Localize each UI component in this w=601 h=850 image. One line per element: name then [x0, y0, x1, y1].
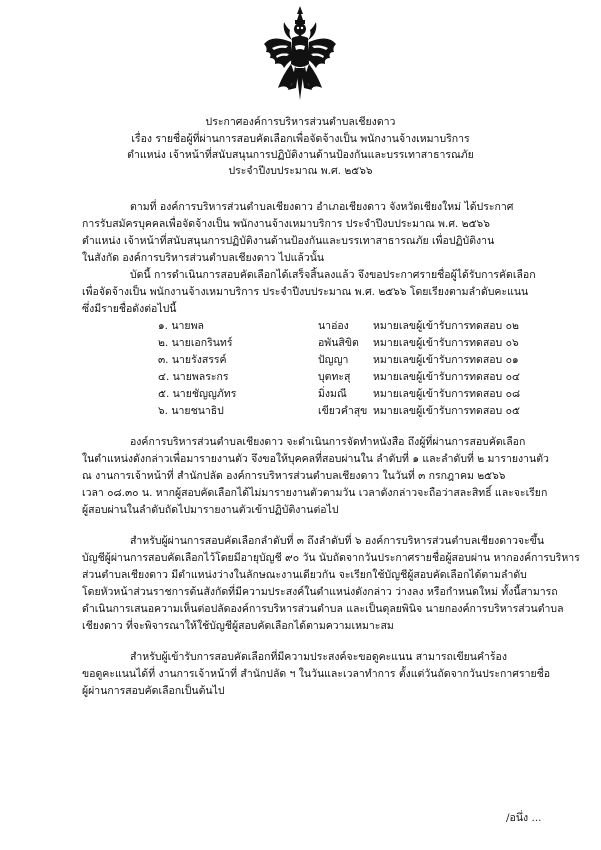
candidate-exam-number: หมายเลขผู้เข้ารับการทดสอบ ๐๕ — [373, 405, 520, 417]
candidate-surname: มิ่งมณี — [318, 388, 347, 400]
paragraph-5-line-3: ผู้ผ่านการสอบคัดเลือกเป็นต้นไป — [82, 685, 225, 697]
paragraph-5-line-2: ขอดูคะแนนได้ที่ งานการเจ้าหน้าที่ สำนักปลัด ฯ ในวันและเวลาทำการ ตั้งแต่วันถัดจากวันประกาศรายชื่อ — [82, 668, 551, 680]
candidate-exam-number: หมายเลขผู้เข้ารับการทดสอบ ๐๑ — [373, 354, 519, 366]
paragraph-4-line-6: เชียงดาว ที่จะพิจารณาให้ใช้บัญชีผู้สอบคัดเลือกได้ตามความเหมาะสม — [82, 620, 394, 632]
candidate-exam-number: หมายเลขผู้เข้ารับการทดสอบ ๐๒ — [373, 320, 519, 332]
paragraph-1-line-4: ในสังกัด องค์การบริหารส่วนตำบลเชียงดาว ไปแล้วนั้น — [82, 252, 325, 264]
candidate-surname: อพันสิขิต — [318, 337, 359, 349]
candidate-surname: เขียวคำสุข — [318, 405, 368, 417]
paragraph-5-line-1: สำหรับผู้เข้ารับการสอบคัดเลือกที่มีความประสงค์จะขอดูคะแนน สามารถเขียนคำร้อง — [130, 651, 507, 663]
announcement-title: ประกาศองค์การบริหารส่วนตำบลเชียงดาว — [205, 116, 396, 128]
candidate-row — [0, 338, 601, 354]
paragraph-2-line-3: ซึ่งมีรายชื่อดังต่อไปนี้ — [82, 303, 177, 315]
paragraph-2-line-2: เพื่อจัดจ้างเป็น พนักงานจ้างเหมาบริการ ประจำปีงบประมาณ พ.ศ. ๒๕๖๖ โดยเรียงตามลำดับคะแนน — [82, 286, 529, 298]
paragraph-3-line-1: องค์การบริหารส่วนตำบลเชียงดาว จะดำเนินการจัดทำหนังสือ ถึงผู้ที่ผ่านการสอบคัดเลือก — [130, 436, 526, 448]
candidate-row — [0, 406, 601, 422]
candidate-row — [0, 321, 601, 337]
paragraph-4-line-2: บัญชีผู้ผ่านการสอบคัดเลือกไว้โดยมีอายุบัญชี ๙๐ วัน นับถัดจากวันประกาศรายชื่อผู้สอบผ่าน หากองค์การบริหาร — [82, 552, 580, 564]
paragraph-4-line-4: โดยหัวหน้าส่วนราชการต้นสังกัดที่มีความประสงค์ในตำแหน่งดังกล่าว ว่างลง หรือกำหนดใหม่ ทั้งนี้สามารถ — [82, 586, 558, 598]
candidate-row — [0, 372, 601, 388]
announcement-position: ตำแหน่ง เจ้าหน้าที่สนับสนุนการปฏิบัติงานด้านป้องกันและบรรเทาสาธารณภัย — [127, 149, 474, 161]
candidate-row — [0, 355, 601, 371]
candidate-name: ๕. นายชัญญภัทร — [158, 388, 237, 400]
candidate-name: ๔. นายพลระกร — [158, 371, 229, 383]
page-continuation: /อนึ่ง ... — [506, 812, 542, 824]
candidate-exam-number: หมายเลขผู้เข้ารับการทดสอบ ๐๔ — [373, 371, 520, 383]
paragraph-4-line-3: ส่วนตำบลเชียงดาว มีตำแหน่งว่างในลักษณะงานเดียวกัน จะเรียกใช้บัญชีผู้สอบคัดเลือกได้ตามลำดับ — [82, 569, 527, 581]
paragraph-4-line-5: ดำเนินการเสนอความเห็นต่อปลัดองค์การบริหารส่วนตำบล และเป็นดุลยพินิจ นายกองค์การบริหารส่วนตำบล — [82, 603, 564, 615]
candidate-name: ๒. นายเอกรินทร์ — [158, 337, 233, 349]
candidate-name: ๑. นายพล — [158, 320, 204, 332]
candidate-surname: นาอ่อง — [318, 320, 349, 332]
paragraph-1-line-1: ตามที่ องค์การบริหารส่วนตำบลเชียงดาว อำเภอเชียงดาว จังหวัดเชียงใหม่ ได้ประกาศ — [130, 201, 514, 213]
paragraph-3-line-3: ณ งานการเจ้าหน้าที่ สำนักปลัด องค์การบริหารส่วนตำบลเชียงดาว ในวันที่ ๓ กรกฎาคม ๒๕๖๖ — [82, 470, 506, 482]
paragraph-3-line-2: ในตำแหน่งดังกล่าวเพื่อมารายงานตัว จึงขอให้บุคคลที่สอบผ่านใน ลำดับที่ ๑ และลำดับที่ ๒ มารายงานตัว — [82, 453, 549, 465]
candidate-name: ๓. นายรังสรรค์ — [158, 354, 227, 366]
candidate-row — [0, 389, 601, 405]
paragraph-1-line-3: ตำแหน่ง เจ้าหน้าที่สนับสนุนการปฏิบัติงานด้านป้องกันและบรรเทาสาธารณภัย เพื่อปฏิบัติงาน — [82, 235, 495, 247]
announcement-fiscal-year: ประจำปีงบประมาณ พ.ศ. ๒๕๖๖ — [228, 165, 373, 177]
garuda-emblem-icon — [262, 4, 338, 104]
paragraph-2-line-1: บัดนี้ การดำเนินการสอบคัดเลือกได้เสร็จสิ้นลงแล้ว จึงขอประกาศรายชื่อผู้ได้รับการคัดเลือก — [130, 269, 536, 281]
candidate-surname: บุตทะสุ — [318, 371, 351, 383]
candidate-surname: ปัญญา — [318, 354, 349, 366]
candidate-name: ๖. นายชนาธิป — [158, 405, 224, 417]
candidate-exam-number: หมายเลขผู้เข้ารับการทดสอบ ๐๖ — [373, 337, 519, 349]
paragraph-4-line-1: สำหรับผู้ผ่านการสอบคัดเลือกลำดับที่ ๓ ถึงลำดับที่ ๖ องค์การบริหารส่วนตำบลเชียงดาวจะขึ้น — [130, 535, 545, 547]
candidate-exam-number: หมายเลขผู้เข้ารับการทดสอบ ๐๘ — [373, 388, 521, 400]
paragraph-3-line-5: ผู้สอบผ่านในลำดับถัดไปมารายงานตัวเข้าปฏิบัติงานต่อไป — [82, 504, 339, 516]
announcement-subject: เรื่อง รายชื่อผู้ที่ผ่านการสอบคัดเลือกเพื่อจัดจ้างเป็น พนักงานจ้างเหมาบริการ — [131, 133, 470, 145]
paragraph-1-line-2: การรับสมัครบุคคลเพื่อจัดจ้างเป็น พนักงานจ้างเหมาบริการ ประจำปีงบประมาณ พ.ศ. ๒๕๖๖ — [82, 218, 490, 230]
paragraph-3-line-4: เวลา ๐๘.๓๐ น. หากผู้สอบคัดเลือกได้ไม่มารายงานตัวตามวัน เวลาดังกล่าวจะถือว่าสละสิทธิ์ และจะเรียก — [82, 487, 548, 499]
